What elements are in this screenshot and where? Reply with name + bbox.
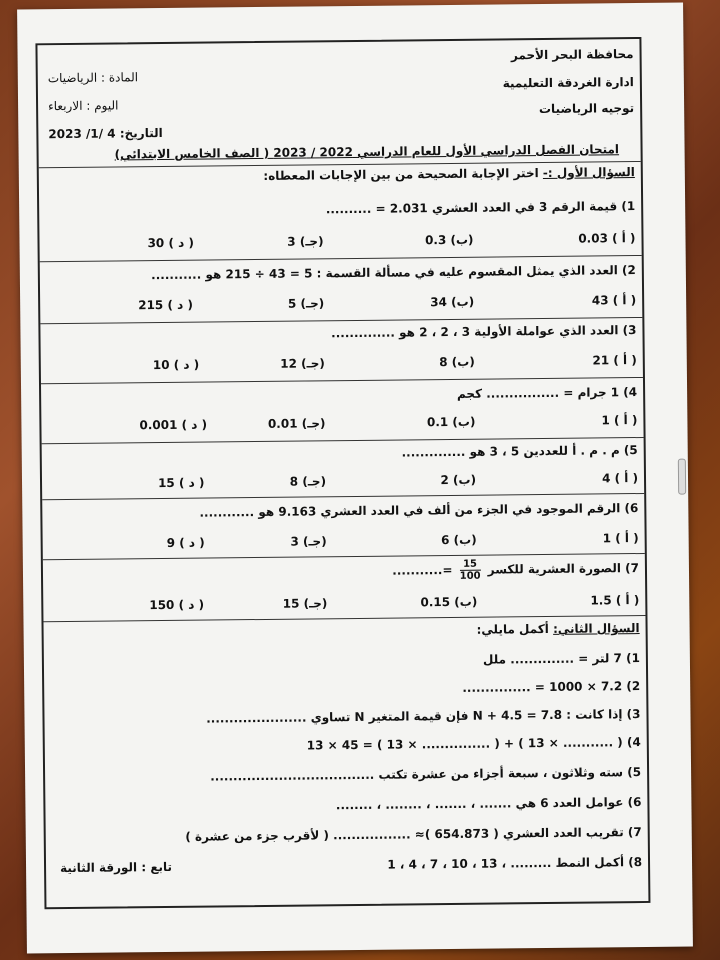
question-text: [392, 557, 639, 583]
fraction-denominator: 100: [459, 570, 481, 582]
option-d: ( د ) 30: [147, 235, 194, 251]
fill-item: 5) سته وثلاثون ، سبعة أجزاء من عشرة تكتب ....................................: [210, 765, 642, 784]
header-section: [37, 39, 640, 168]
option-b: (ب) 6: [441, 532, 477, 548]
option-c: (جـ) 15: [282, 596, 328, 611]
option-c: (جـ) 5: [287, 296, 325, 311]
option-b: (ب) 2: [440, 472, 477, 488]
subject: المادة : الرياضيات: [47, 70, 139, 86]
question-text: 2) العدد الذي يمثل المقسوم عليه في مسألة القسمة : 5 = 43 ÷ 215 هو ...........: [151, 263, 636, 283]
q2-title: السؤال الثاني:: [552, 621, 640, 636]
option-d: ( د ) 10: [152, 357, 200, 373]
option-d: ( د ) 150: [149, 597, 205, 613]
option-d: ( د ) 9: [166, 535, 205, 550]
q1-item-6: [42, 493, 645, 560]
exam-frame: [35, 37, 650, 909]
q1-heading: [263, 165, 635, 183]
q1-item-5: [42, 437, 645, 500]
fill-item: 1) 7 لتر = .............. ملل: [482, 651, 640, 667]
option-b: (ب) 0.3: [424, 232, 474, 248]
fill-item: 4) ( ........... × 13 ) + ( ............... × 13 ) = 45 × 13: [306, 735, 641, 753]
fraction: [460, 559, 481, 582]
option-c: (جـ) 3: [287, 234, 324, 249]
option-c: (جـ) 0.01: [267, 416, 326, 431]
fraction-numerator: 15: [460, 559, 481, 571]
governorate: محافظة البحر الأحمر: [510, 47, 634, 63]
fill-item: 3) إذا كانت : 7.8 = N + 4.5 فإن قيمة المتغير N تساوي ......................: [206, 707, 641, 726]
option-c: (جـ) 8: [289, 474, 327, 489]
q1-item-3: [40, 317, 643, 384]
option-a: ( أ ) 1: [601, 413, 638, 428]
fill-item: 7) تقريب العدد العشري ( 654.873 )≈ ................. ( لأقرب جزء من عشرة ): [185, 825, 642, 844]
option-c: (جـ) 12: [280, 356, 325, 371]
option-a: ( أ ) 21: [592, 353, 637, 368]
option-b: (ب) 0.15: [420, 594, 478, 610]
q2-section: [43, 615, 648, 907]
fill-item: 2) 7.2 × 1000 = ...............: [462, 679, 641, 695]
question-text: 6) الرقم الموجود في الجزء من ألف في العدد العشري 9.163 هو ............: [199, 501, 639, 520]
fill-item: 6) عوامل العدد 6 هي ....... ، ....... ، ........ ، ........: [335, 795, 642, 813]
q1-instruction: اختر الإجابة الصحيحة من بين الإجابات المعطاه:: [263, 166, 539, 183]
date: التاريخ: 4 /1/ 2023: [48, 125, 163, 142]
question-text-before: 7) الصورة العشرية للكسر: [487, 561, 640, 577]
option-a: ( أ ) 4: [601, 471, 639, 486]
question-text: 3) العدد الذي عواملة الأولية 3 ، 2 ، 2 هو ..............: [331, 323, 637, 341]
paper-clip: [678, 459, 686, 495]
q2-heading: [476, 621, 639, 637]
exam-paper: [17, 3, 693, 954]
option-d: ( د ) 15: [157, 475, 205, 491]
administration: ادارة الغردقة التعليمية: [502, 75, 634, 91]
department: توجيه الرياضيات: [538, 101, 635, 117]
option-c: (جـ) 3: [290, 534, 327, 549]
option-a: ( أ ) 1.5: [590, 593, 640, 608]
q2-instruction: أكمل مايلي:: [476, 621, 549, 637]
option-a: ( أ ) 43: [591, 293, 637, 308]
option-d: ( د ) 0.001: [139, 417, 208, 433]
question-text: 1) قيمة الرقم 3 في العدد العشري 2.031 = ..........: [325, 199, 636, 217]
q1-title: السؤال الأول :-: [542, 165, 635, 181]
footer-note: تابع : الورقة الثانية: [59, 859, 173, 876]
q1-item-4: [41, 377, 644, 444]
q1-item-7: [43, 553, 646, 622]
option-a: ( أ ) 1: [602, 531, 639, 546]
question-text: 4) 1 جرام = ................ كجم: [456, 385, 638, 401]
option-b: (ب) 8: [439, 354, 475, 370]
option-b: (ب) 0.1: [426, 414, 476, 430]
question-text-after: =...........: [392, 562, 453, 578]
question-text: 5) م . م . أ للعددين 5 ، 3 هو ..............: [401, 443, 638, 460]
day: اليوم : الاربعاء: [48, 98, 119, 114]
exam-title: امتحان الفصل الدراسي الأول للعام الدراسي 2022 / 2023 ( الصف الخامس الابتدائي): [114, 142, 620, 162]
option-a: ( أ ) 0.03: [578, 231, 636, 246]
q1-item-2: [40, 255, 643, 324]
option-d: ( د ) 215: [138, 297, 193, 313]
q1-item-1: [39, 161, 642, 262]
fill-item: 8) أكمل النمط ......... ، 13 ، 10 ، 7 ، 4 ، 1: [387, 855, 643, 872]
option-b: (ب) 34: [430, 294, 475, 310]
